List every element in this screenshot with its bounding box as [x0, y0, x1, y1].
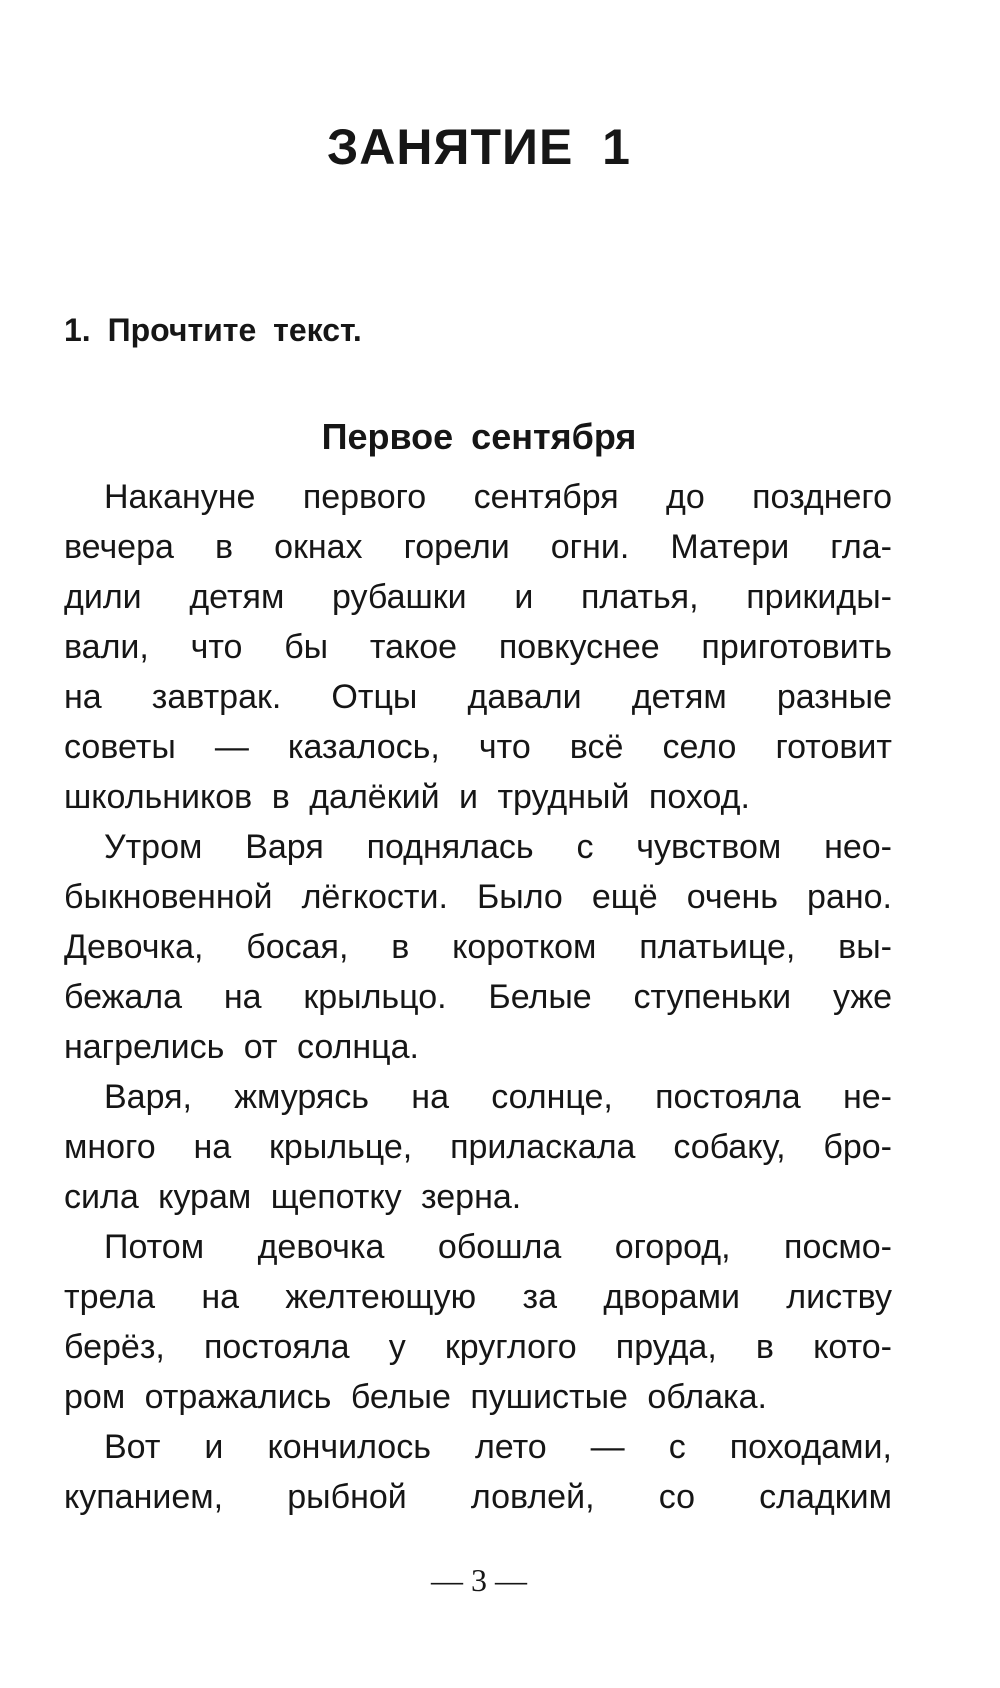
- story-line: школьников в далёкий и трудный поход.: [64, 778, 750, 816]
- story-line: бежала на крыльцо. Белые ступеньки уже: [64, 978, 892, 1016]
- story-line: Вот и кончилось лето — с походами,: [104, 1428, 892, 1466]
- story-line: Утром Варя поднялась с чувством нео-: [104, 828, 892, 866]
- story-line: Варя, жмурясь на солнце, постояла не-: [104, 1078, 892, 1116]
- story-line: советы — казалось, что всё село готовит: [64, 728, 892, 766]
- lesson-title: ЗАНЯТИЕ 1: [326, 119, 631, 175]
- story-body: [64, 472, 892, 1522]
- story-paragraph: [64, 472, 892, 822]
- story-line: купанием, рыбной ловлей, со сладким: [64, 1478, 892, 1516]
- story-line: на завтрак. Отцы давали детям разные: [64, 678, 892, 716]
- story-line: нагрелись от солнца.: [64, 1028, 419, 1066]
- task-heading: 1. Прочтите текст.: [64, 312, 362, 348]
- story-paragraph: [64, 822, 892, 1072]
- story-line: сила курам щепотку зерна.: [64, 1178, 522, 1216]
- story-line: вечера в окнах горели огни. Матери гла-: [64, 528, 892, 566]
- story-paragraph: [64, 1222, 892, 1422]
- story-line: дили детям рубашки и платья, прикиды-: [64, 578, 892, 616]
- story-title: Первое сентября: [321, 416, 637, 457]
- story-line: Потом девочка обошла огород, посмо-: [104, 1228, 892, 1266]
- story-line: вали, что бы такое повкуснее приготовить: [64, 628, 892, 666]
- story-line: ром отражались белые пушистые облака.: [64, 1378, 767, 1416]
- story-paragraph: [64, 1422, 892, 1522]
- story-paragraph: [64, 1072, 892, 1222]
- story-line: Девочка, босая, в коротком платьице, вы-: [64, 928, 892, 966]
- story-line: быкновенной лёгкости. Было ещё очень рано.: [64, 878, 892, 916]
- story-line: трела на желтеющую за дворами листву: [64, 1278, 892, 1316]
- story-line: Накануне первого сентября до позднего: [104, 478, 892, 516]
- story-line: берёз, постояла у круглого пруда, в кото-: [64, 1328, 892, 1366]
- page-number: — 3 —: [431, 1562, 527, 1598]
- story-line: много на крыльце, приласкала собаку, бро-: [64, 1128, 892, 1166]
